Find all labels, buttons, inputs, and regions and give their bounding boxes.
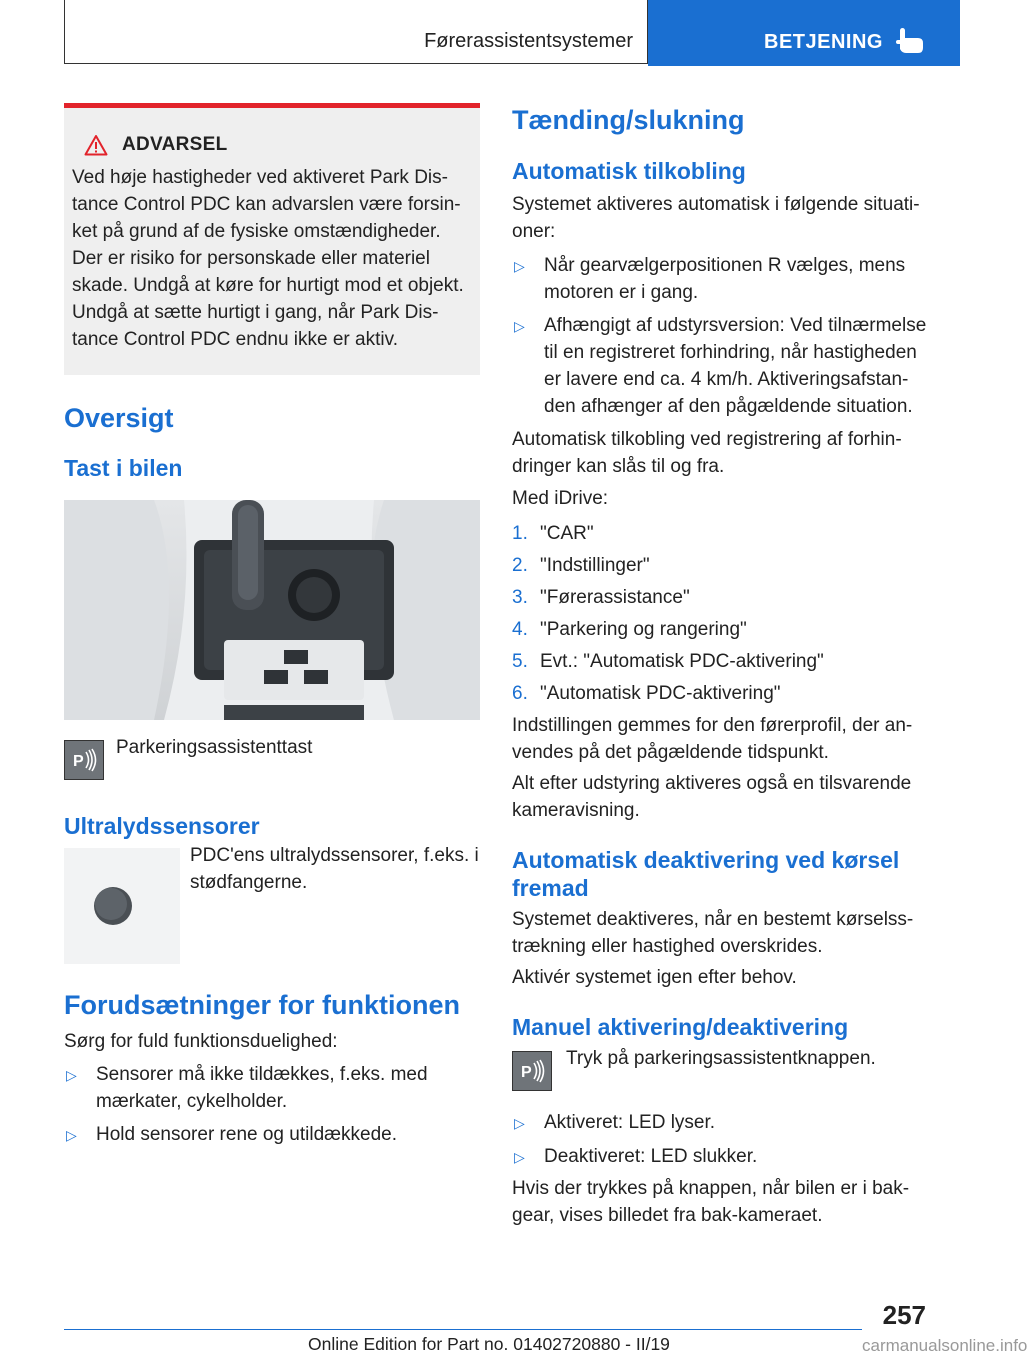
list-item: ▷ Deaktiveret: LED slukker. (514, 1146, 758, 1167)
parking-assistant-icon (64, 740, 104, 780)
auto-on-toggle-text: Automatisk tilkobling ved registrering af forhin-dringer kan slås til og fra. (512, 429, 902, 477)
footer-watermark: carmanualsonline.info (862, 1336, 1027, 1355)
footer-edition: Online Edition for Part no. 01402720880 - II/19 (308, 1334, 670, 1354)
header-chapter-tab (648, 0, 960, 66)
prereq-list (64, 1061, 480, 1149)
heading-ultrasonic-sensors: Ultralydssensorer (64, 813, 260, 839)
list-item: ▷ Aktiveret: LED lyser. (514, 1112, 716, 1133)
manual-press-text: Tryk på parkeringsassistentknappen. (566, 1048, 876, 1069)
hand-pointer-icon (896, 26, 926, 54)
idrive-steps (512, 520, 930, 707)
list-item: ▷ Afhængigt af udstyrsversion: Ved tilnærmelse til en registreret forhindring, når hastigheden er lavere end ca. 4 km/h. Aktiveringsafstan-den afhænger af den pågældende situation. (514, 315, 927, 417)
list-item: 2. "Indstillinger" (512, 555, 650, 576)
list-item: ▷ Hold sensorer rene og utildækkede. (66, 1124, 398, 1145)
warning-triangle-icon (84, 134, 108, 156)
warning-text: Ved høje hastigheder ved aktiveret Park Dis-tance Control PDC kan advarslen være forsin-ket på grund af de fysiske omstændigheder. Der er risiko for personskade eller materiel skade. Undgå at køre for hurtigt mod et objekt. Undgå at sætte hurtigt i gang, når Park Dis-tance Control PDC endnu ikke er aktiv. (72, 167, 464, 350)
list-item: 4. "Parkering og rangering" (512, 619, 747, 640)
list-item: 5. Evt.: "Automatisk PDC-aktivering" (512, 651, 824, 672)
left-column (64, 103, 480, 1149)
prereq-intro: Sørg for fuld funktionsduelighed: (64, 1031, 338, 1052)
header-section-box (64, 0, 648, 64)
warning-title: ADVARSEL (122, 134, 228, 155)
auto-on-intro: Systemet aktiveres automatisk i følgende situati-oner: (512, 194, 920, 242)
heading-prerequisites: Forudsætninger for funktionen (64, 990, 460, 1020)
reverse-gear-text: Hvis der trykkes på knappen, når bilen er i bak-gear, vises billedet fra bak-kameraet. (512, 1178, 910, 1226)
svg-text:P: P (73, 753, 84, 770)
auto-off-reactivate: Aktivér systemet igen efter behov. (512, 967, 797, 988)
profile-text: Indstillingen gemmes for den førerprofil, der an-vendes på det pågældende tidspunkt. (512, 715, 913, 763)
camera-text: Alt efter udstyring aktiveres også en tilsvarende kameravisning. (512, 773, 912, 821)
warning-heading (72, 134, 470, 156)
parking-assistant-icon (512, 1051, 552, 1091)
button-legend (64, 737, 480, 780)
header-section-title: Førerassistentsystemer (424, 30, 633, 52)
warning-box (64, 103, 480, 375)
footer-divider (64, 1329, 862, 1330)
heading-overview: Oversigt (64, 403, 174, 433)
right-column (512, 103, 930, 1229)
auto-off-text: Systemet deaktiveres, når en bestemt kørselss-trækning eller hastighed overskrides. (512, 909, 914, 957)
sensors-text: PDC'ens ultralydssensorer, f.eks. i stødfangerne. (190, 845, 479, 893)
sensor-image (64, 848, 180, 964)
idrive-intro: Med iDrive: (512, 488, 609, 509)
list-item: 1. "CAR" (512, 523, 594, 544)
page-number: 257 (882, 1300, 926, 1330)
center-console-image (64, 500, 480, 720)
heading-manual: Manuel aktivering/deaktivering (512, 1014, 849, 1040)
list-item: ▷ Sensorer må ikke tildækkes, f.eks. med mærkater, cykelholder. (66, 1064, 428, 1112)
heading-button-in-car: Tast i bilen (64, 455, 183, 481)
svg-text:P: P (521, 1064, 532, 1081)
heading-auto-off: Automatisk deaktivering ved kørsel fremad (512, 847, 900, 901)
list-item: ▷ Når gearvælgerpositionen R vælges, mens motoren er i gang. (514, 255, 906, 303)
gear-selector-photo (64, 500, 480, 720)
manual-press (512, 1048, 930, 1091)
button-caption: Parkeringsassistenttast (116, 737, 313, 758)
auto-on-list (512, 252, 930, 420)
manual-list (512, 1109, 930, 1171)
header-chapter-title: BETJENING (764, 31, 883, 53)
list-item: 3. "Førerassistance" (512, 587, 690, 608)
heading-auto-on: Automatisk tilkobling (512, 158, 746, 184)
sensor-block (64, 842, 480, 958)
heading-on-off: Tænding/slukning (512, 105, 745, 135)
list-item: 6. "Automatisk PDC-aktivering" (512, 683, 781, 704)
